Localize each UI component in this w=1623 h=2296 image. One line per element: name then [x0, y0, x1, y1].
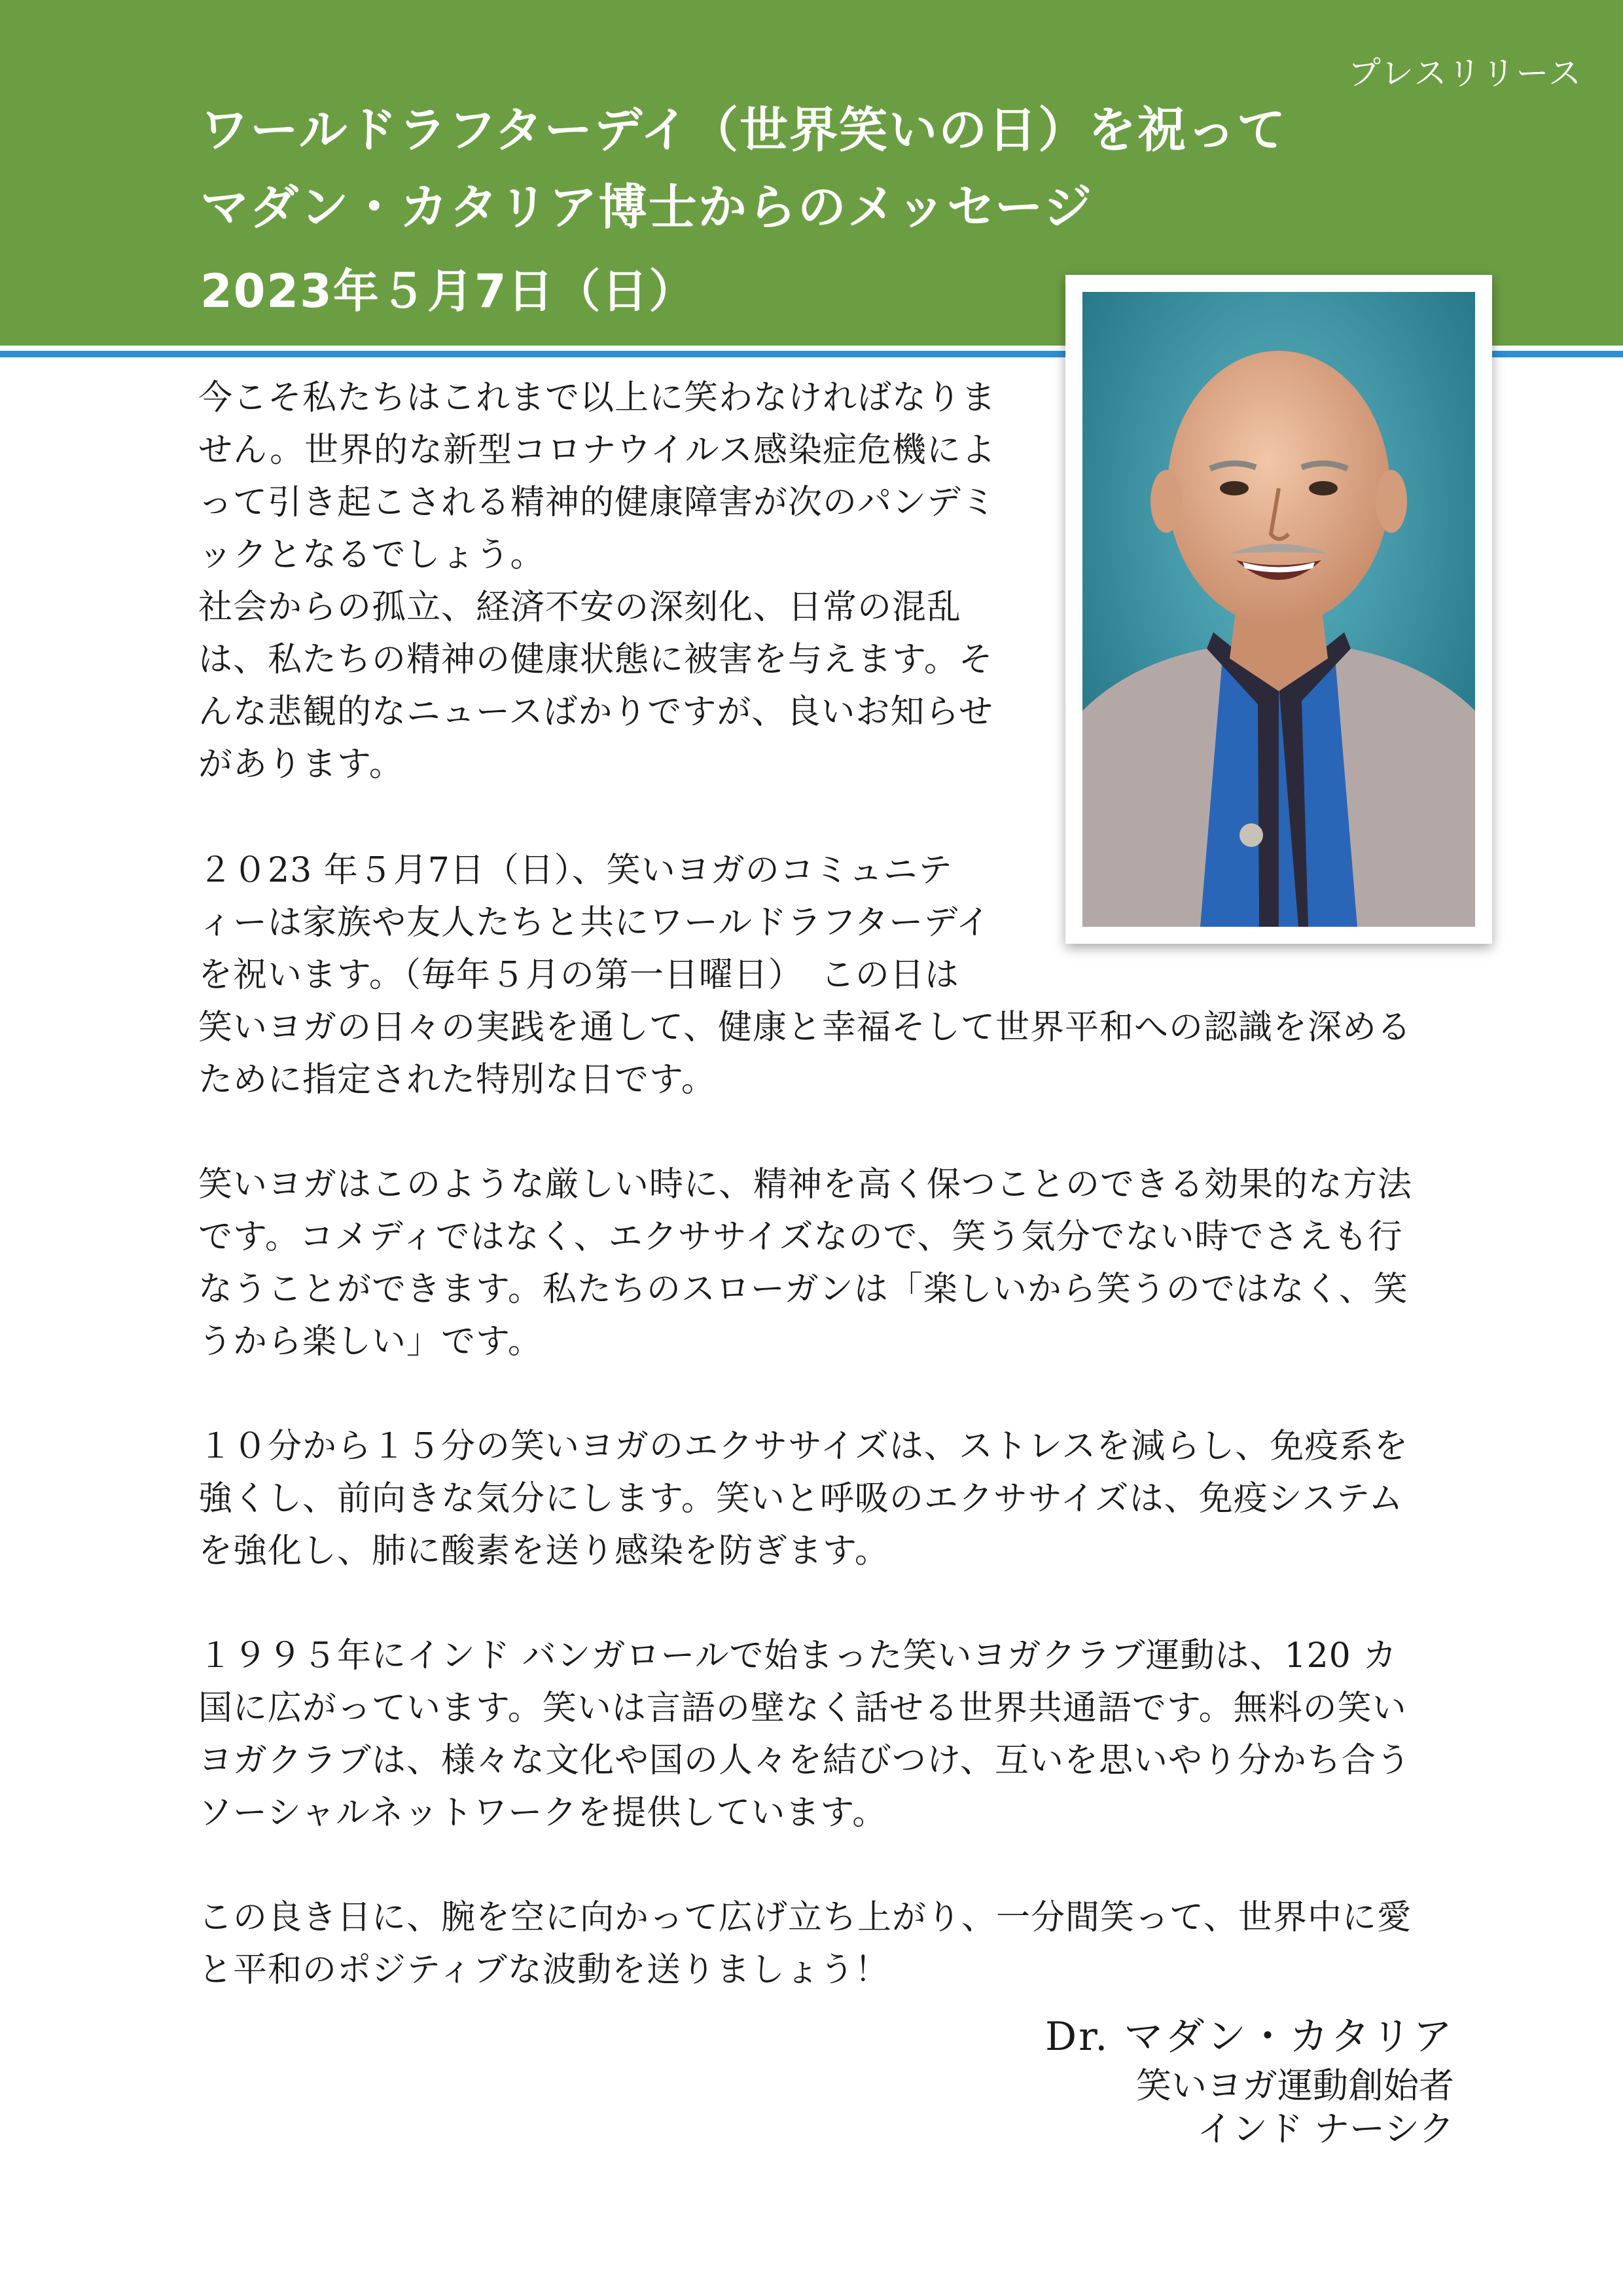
paragraph-line: １０分から１５分の笑いヨガのエクササイズは、ストレスを減らし、免疫系を: [198, 1427, 1409, 1466]
paragraph-line: せん。世界的な新型コロナウイルス感染症危機によ: [198, 431, 997, 470]
paragraph-line: です。コメディではなく、エクササイズなので、笑う気分でない時でさえも行: [198, 1217, 1403, 1257]
paragraph-line: 社会からの孤立、経済不安の深刻化、日常の混乱: [198, 588, 962, 627]
paragraph-line: ソーシャルネットワークを提供しています。: [198, 1793, 887, 1833]
paragraph-line: 笑いヨガはこのような厳しい時に、精神を高く保つことのできる効果的な方法: [198, 1165, 1413, 1204]
paragraph-1: [198, 372, 996, 791]
signature-name: Dr. マダン・カタリア: [1045, 2014, 1454, 2060]
paragraph-line: は、私たちの精神の健康状態に被害を与えます。そ: [198, 640, 993, 679]
paragraph-line: ヨガクラブは、様々な文化や国の人々を結びつけ、互いを思いやり分かち合う: [198, 1741, 1411, 1780]
paragraph-line: があります。: [198, 745, 404, 784]
paragraph-line: うから楽しい」です。: [198, 1322, 543, 1361]
paragraph-line: を祝います。（毎年５月の第一日曜日） この日は: [198, 956, 959, 995]
paragraph-3: [198, 1158, 1412, 1368]
paragraph-line: を強化し、肺に酸素を送り感染を防ぎます。: [198, 1532, 889, 1571]
paragraph-line: と平和のポジティブな波動を送りましょう！: [198, 1950, 889, 1990]
signature-place: インド ナーシク: [1196, 2108, 1454, 2149]
paragraph-line: なうことができます。私たちのスローガンは「楽しいから笑うのではなく、笑: [198, 1270, 1408, 1309]
portrait-frame: [1065, 275, 1492, 944]
paragraph-line: 強くし、前向きな気分にします。笑いと呼吸のエクササイズは、免疫システム: [198, 1479, 1404, 1518]
title-line-1: ワールドラフターデイ（世界笑いの日）を祝って: [200, 102, 1287, 158]
paragraph-4: [198, 1420, 1408, 1577]
paragraph-line: 今こそ私たちはこれまで以上に笑わなければなりま: [198, 378, 997, 418]
signature-role: 笑いヨガ運動創始者: [1136, 2065, 1454, 2106]
portrait-photo-icon: [1082, 292, 1475, 927]
title-line-2: マダン・カタリア博士からのメッセージ: [200, 179, 1094, 236]
paragraph-line: んな悲観的なニュースばかりですが、良いお知らせ: [198, 692, 993, 732]
press-release-label: プレスリリース: [1348, 54, 1582, 92]
paragraph-line: １９９５年にインド バンガロールで始まった笑いヨガクラブ運動は、120 カ: [198, 1636, 1398, 1676]
paragraph-5: [198, 1630, 1411, 1839]
paragraph-line: 国に広がっています。笑いは言語の壁なく話せる世界共通語です。無料の笑い: [198, 1689, 1407, 1728]
paragraph-line: ィーは家族や友人たちと共にワールドラフターデイ: [198, 903, 991, 942]
paragraph-line: って引き起こされる精神的健康障害が次のパンデミ: [198, 483, 997, 522]
paragraph-line: この良き日に、腕を空に向かって広げ立ち上がり、一分間笑って、世界中に愛: [198, 1898, 1412, 1937]
paragraph-6: [198, 1892, 1412, 1996]
paragraph-2-continued: [198, 1001, 1412, 1106]
paragraph-line: ために指定された特別な日です。: [198, 1060, 716, 1100]
paragraph-line: ２０23 年５月7日（日）、笑いヨガのコミュニテ: [198, 851, 953, 890]
title-date: 2023年５月7日（日）: [200, 264, 696, 318]
paragraph-2: [198, 844, 991, 1001]
paragraph-line: 笑いヨガの日々の実践を通して、健康と幸福そして世界平和への認識を深める: [198, 1008, 1412, 1047]
paragraph-line: ックとなるでしょう。: [198, 535, 545, 575]
